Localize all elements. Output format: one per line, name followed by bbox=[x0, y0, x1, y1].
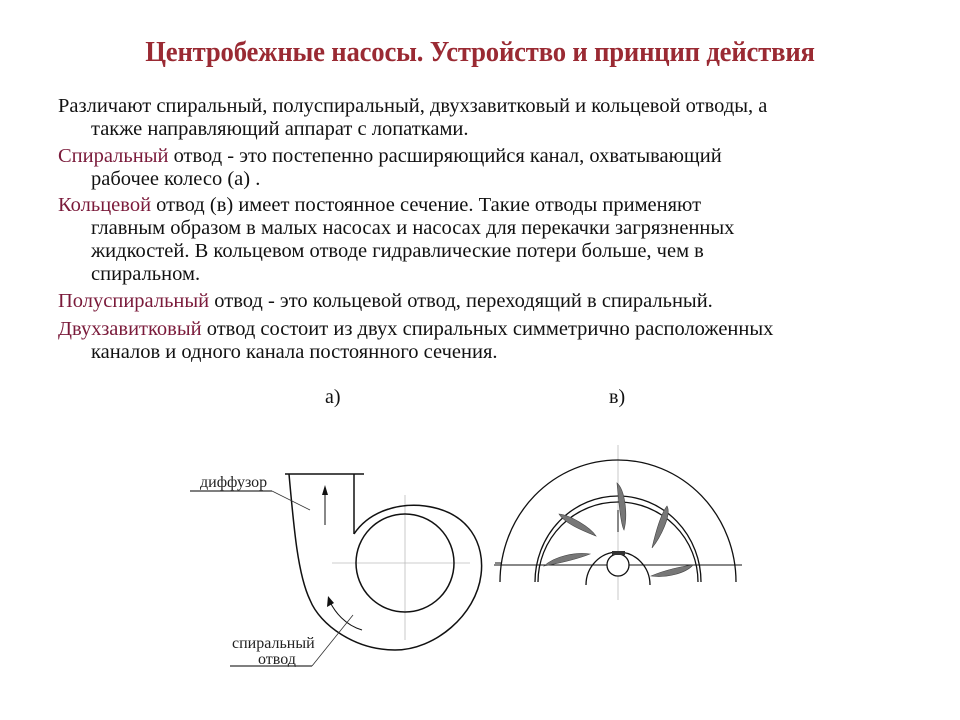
paragraph-line: Различают спиральный, полуспиральный, двухзавитковый и кольцевой отводы, а bbox=[58, 95, 768, 117]
ring-volute-diagram bbox=[494, 445, 742, 600]
paragraph-line: отвод (в) имеет постоянное сечение. Такие отводы применяют bbox=[151, 194, 702, 216]
volute-label-line1: спиральный bbox=[232, 635, 315, 652]
term-spiral: Спиральный bbox=[58, 145, 169, 167]
slide-title: Центробежные насосы. Устройство и принцип действия bbox=[145, 36, 815, 68]
paragraph-line: главным образом в малых насосах и насосах для перекачки загрязненных bbox=[91, 217, 735, 239]
figure-a-label: а) bbox=[325, 386, 341, 408]
paragraph-line: отвод состоит из двух спиральных симметрично расположенных bbox=[201, 318, 774, 340]
blade bbox=[544, 554, 590, 567]
figure-v-label: в) bbox=[609, 386, 626, 408]
term-double-volute: Двухзавитковый bbox=[58, 318, 202, 340]
volute-label-line2: отвод bbox=[258, 651, 296, 668]
blade bbox=[652, 506, 668, 548]
paragraph-line: жидкостей. В кольцевом отводе гидравлические потери больше, чем в bbox=[91, 240, 704, 262]
term-semispiral: Полуспиральный bbox=[58, 290, 210, 312]
term-ring: Кольцевой bbox=[58, 194, 152, 216]
paragraph-line: каналов и одного канала постоянного сечения. bbox=[91, 341, 498, 363]
paragraph-line: также направляющий аппарат с лопатками. bbox=[91, 118, 469, 140]
blade bbox=[559, 514, 596, 536]
paragraph-line: рабочее колесо (а) . bbox=[91, 168, 261, 190]
diffuser-label: диффузор bbox=[200, 474, 268, 491]
paragraph-line: отвод - это постепенно расширяющийся канал, охватывающий bbox=[168, 145, 722, 167]
paragraph-line: отвод - это кольцевой отвод, переходящий в спиральный. bbox=[209, 290, 713, 312]
blade bbox=[651, 565, 693, 577]
paragraph-line: спиральном. bbox=[91, 263, 201, 285]
